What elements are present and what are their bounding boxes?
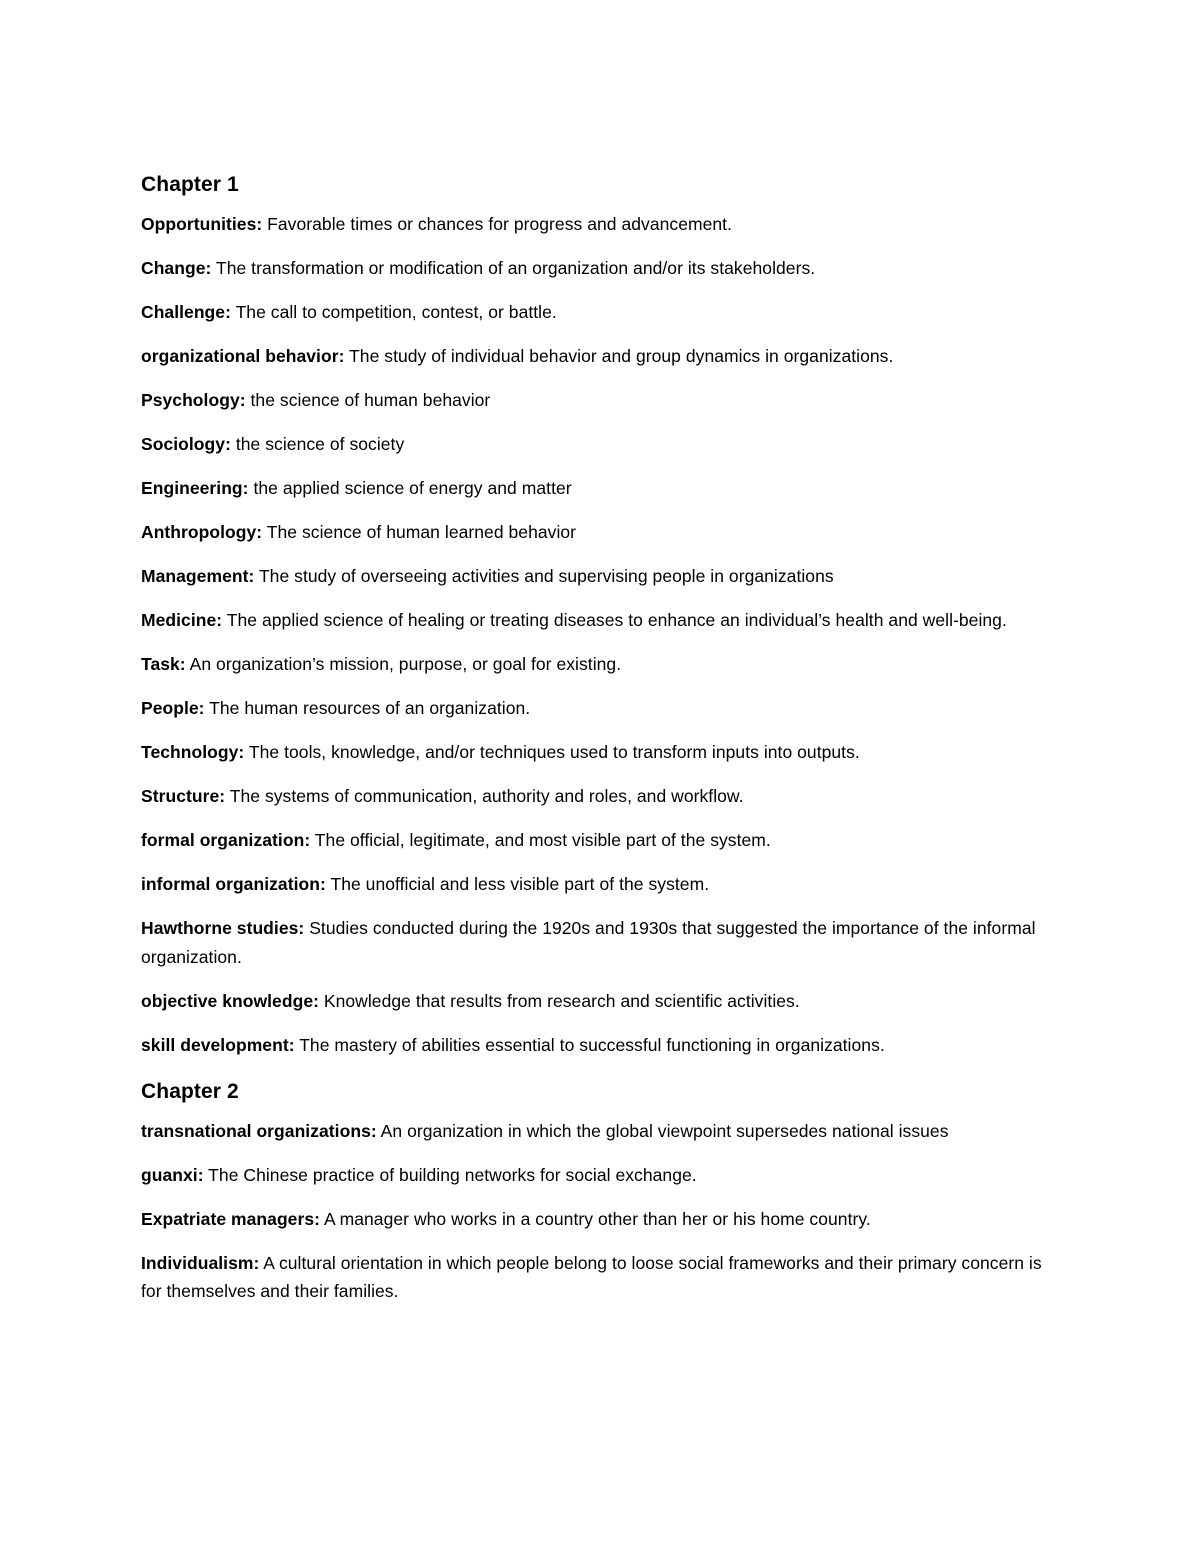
glossary-entry bbox=[141, 254, 1061, 283]
glossary-entry bbox=[141, 826, 1061, 855]
glossary-entry bbox=[141, 518, 1061, 547]
glossary-term: Sociology: bbox=[141, 434, 231, 454]
glossary-definition: An organization in which the global viewpoint supersedes national issues bbox=[376, 1120, 949, 1141]
glossary-term: Engineering: bbox=[141, 478, 249, 498]
glossary-entry bbox=[141, 870, 1061, 899]
glossary-definition: Favorable times or chances for progress and advancement. bbox=[262, 214, 733, 234]
chapter-2-section bbox=[141, 1075, 1061, 1306]
glossary-entry bbox=[141, 1117, 1061, 1146]
glossary-entry bbox=[141, 782, 1061, 811]
glossary-entry bbox=[141, 342, 1061, 371]
glossary-term: Management: bbox=[141, 566, 255, 586]
glossary-term: Hawthorne studies: bbox=[141, 918, 305, 938]
glossary-term: skill development: bbox=[141, 1034, 295, 1055]
glossary-entry bbox=[141, 987, 1061, 1016]
glossary-definition: An organization’s mission, purpose, or goal for existing. bbox=[185, 654, 622, 674]
glossary-term: formal organization: bbox=[141, 830, 311, 850]
glossary-entry bbox=[141, 298, 1061, 327]
glossary-entry bbox=[141, 694, 1061, 723]
chapter-heading: Chapter 2 bbox=[141, 1079, 239, 1103]
glossary-definition: A manager who works in a country other than her or his home country. bbox=[320, 1208, 871, 1229]
chapter-heading: Chapter 1 bbox=[141, 173, 239, 196]
glossary-term: Medicine: bbox=[141, 610, 223, 630]
glossary-definition: The official, legitimate, and most visible part of the system. bbox=[310, 830, 771, 850]
glossary-term: Individualism: bbox=[141, 1252, 260, 1273]
glossary-definition: The systems of communication, authority and roles, and workflow. bbox=[225, 786, 744, 806]
glossary-entry bbox=[141, 650, 1061, 679]
glossary-entry bbox=[141, 386, 1061, 415]
glossary-term: Technology: bbox=[141, 742, 245, 762]
glossary-entry bbox=[141, 1205, 1061, 1234]
glossary-entry bbox=[141, 1249, 1061, 1306]
glossary-definition: The Chinese practice of building networks for social exchange. bbox=[203, 1164, 697, 1185]
glossary-entry bbox=[141, 562, 1061, 591]
glossary-entry bbox=[141, 210, 1061, 239]
glossary-term: Structure: bbox=[141, 786, 226, 806]
glossary-term: informal organization: bbox=[141, 874, 326, 894]
glossary-definition: The study of individual behavior and group dynamics in organizations. bbox=[344, 346, 894, 366]
glossary-definition: The applied science of healing or treating diseases to enhance an individual’s health and well-being. bbox=[222, 610, 1007, 630]
glossary-term: Psychology: bbox=[141, 390, 246, 410]
glossary-entry bbox=[141, 914, 1061, 971]
glossary-definition: The call to competition, contest, or battle. bbox=[230, 302, 557, 322]
glossary-term: transnational organizations: bbox=[141, 1120, 377, 1141]
glossary-term: Opportunities: bbox=[141, 214, 263, 234]
glossary-entry bbox=[141, 474, 1061, 503]
glossary-definition: The science of human learned behavior bbox=[262, 522, 577, 542]
glossary-term: guanxi: bbox=[141, 1164, 204, 1185]
glossary-definition: The human resources of an organization. bbox=[204, 698, 531, 718]
glossary-definition: The unofficial and less visible part of the system. bbox=[325, 874, 710, 894]
glossary-definition: The study of overseeing activities and supervising people in organizations bbox=[254, 566, 834, 586]
glossary-definition: The mastery of abilities essential to successful functioning in organizations. bbox=[294, 1034, 885, 1055]
glossary-entry bbox=[141, 1031, 1061, 1060]
glossary-term: People: bbox=[141, 698, 205, 718]
glossary-entry bbox=[141, 430, 1061, 459]
glossary-entry bbox=[141, 738, 1061, 767]
glossary-definition: Studies conducted during the 1920s and 1930s that suggested the importance of the informal organization. bbox=[141, 918, 1036, 967]
glossary-term: objective knowledge: bbox=[141, 990, 319, 1011]
glossary-term: Expatriate managers: bbox=[141, 1208, 320, 1229]
glossary-definition: Knowledge that results from research and scientific activities. bbox=[318, 990, 800, 1011]
document-body bbox=[141, 168, 1061, 1321]
chapter-1-section bbox=[141, 168, 1061, 1059]
glossary-entry bbox=[141, 1161, 1061, 1190]
glossary-definition: the applied science of energy and matter bbox=[248, 478, 572, 498]
glossary-entry bbox=[141, 606, 1061, 635]
glossary-definition: A cultural orientation in which people belong to loose social frameworks and their primary concern is for themselves and their families. bbox=[141, 1252, 1042, 1301]
glossary-term: Anthropology: bbox=[141, 522, 263, 542]
glossary-term: Task: bbox=[141, 654, 186, 674]
glossary-definition: the science of human behavior bbox=[245, 390, 491, 410]
glossary-definition: the science of society bbox=[230, 434, 405, 454]
glossary-term: Change: bbox=[141, 258, 212, 278]
glossary-definition: The transformation or modification of an organization and/or its stakeholders. bbox=[211, 258, 816, 278]
glossary-term: Challenge: bbox=[141, 302, 231, 322]
glossary-term: organizational behavior: bbox=[141, 346, 345, 366]
glossary-definition: The tools, knowledge, and/or techniques used to transform inputs into outputs. bbox=[244, 742, 860, 762]
